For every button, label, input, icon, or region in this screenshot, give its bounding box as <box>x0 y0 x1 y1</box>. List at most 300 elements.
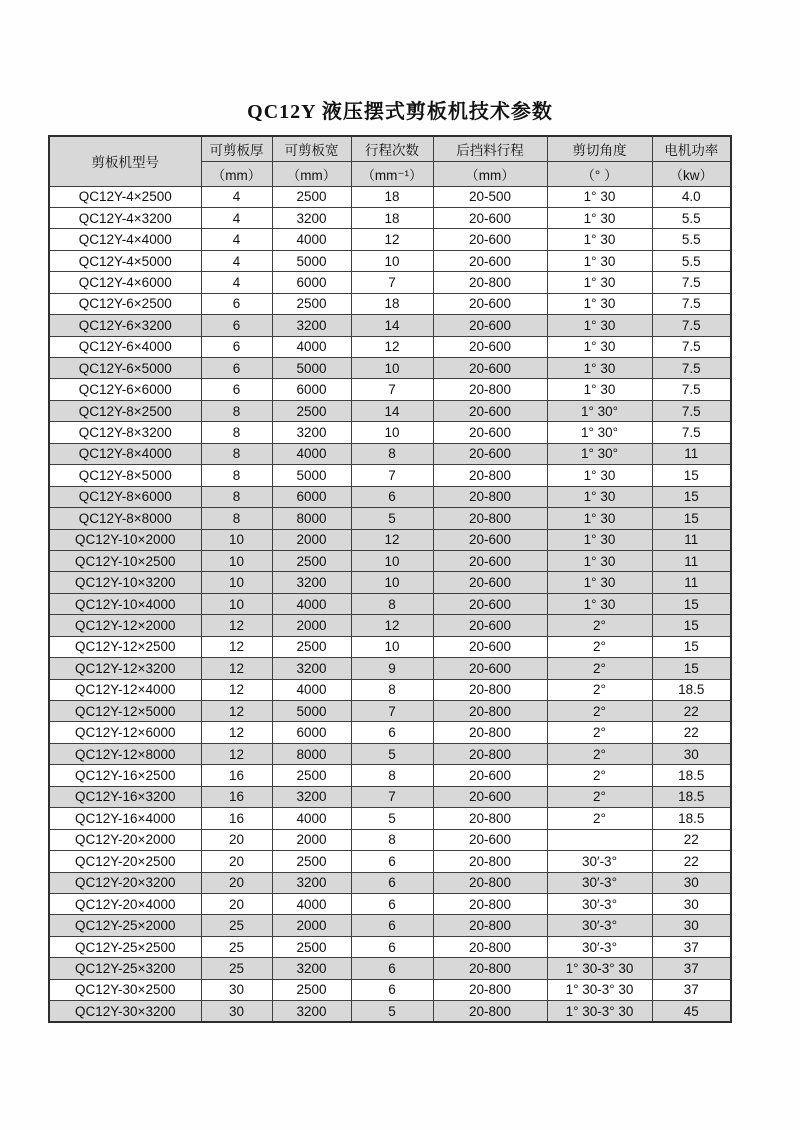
cell-model: QC12Y-10×3200 <box>49 572 201 593</box>
cell-width: 2500 <box>272 765 351 786</box>
cell-power: 7.5 <box>652 379 731 400</box>
cell-backgauge: 20-800 <box>433 272 547 293</box>
cell-backgauge: 20-800 <box>433 379 547 400</box>
cell-model: QC12Y-30×2500 <box>49 979 201 1000</box>
cell-strokes: 6 <box>351 979 433 1000</box>
cell-thickness: 25 <box>201 915 272 936</box>
table-row <box>49 443 731 464</box>
cell-strokes: 6 <box>351 722 433 743</box>
cell-strokes: 6 <box>351 872 433 893</box>
cell-width: 2000 <box>272 615 351 636</box>
cell-thickness: 6 <box>201 358 272 379</box>
cell-model: QC12Y-12×4000 <box>49 679 201 700</box>
cell-power: 7.5 <box>652 293 731 314</box>
cell-model: QC12Y-20×3200 <box>49 872 201 893</box>
cell-backgauge: 20-600 <box>433 658 547 679</box>
cell-backgauge: 20-800 <box>433 743 547 764</box>
header-model: 剪板机型号 <box>49 136 201 186</box>
cell-angle: 1° 30 <box>547 486 652 507</box>
cell-width: 3200 <box>272 872 351 893</box>
cell-width: 4000 <box>272 679 351 700</box>
cell-model: QC12Y-6×4000 <box>49 336 201 357</box>
cell-power: 18.5 <box>652 786 731 807</box>
cell-model: QC12Y-8×2500 <box>49 400 201 421</box>
cell-backgauge: 20-800 <box>433 508 547 529</box>
cell-strokes: 10 <box>351 636 433 657</box>
cell-thickness: 20 <box>201 872 272 893</box>
cell-angle: 1° 30 <box>547 358 652 379</box>
table-row <box>49 979 731 1000</box>
cell-thickness: 6 <box>201 293 272 314</box>
cell-backgauge: 20-800 <box>433 486 547 507</box>
cell-backgauge: 20-800 <box>433 936 547 957</box>
cell-power: 7.5 <box>652 400 731 421</box>
cell-strokes: 12 <box>351 229 433 250</box>
cell-width: 2000 <box>272 829 351 850</box>
cell-angle: 1° 30-3° 30 <box>547 1001 652 1022</box>
cell-model: QC12Y-10×2500 <box>49 550 201 571</box>
cell-backgauge: 20-600 <box>433 400 547 421</box>
cell-strokes: 5 <box>351 1001 433 1022</box>
cell-power: 22 <box>652 701 731 722</box>
cell-width: 5000 <box>272 358 351 379</box>
cell-power: 15 <box>652 486 731 507</box>
cell-angle: 30′-3° <box>547 872 652 893</box>
cell-angle: 2° <box>547 615 652 636</box>
cell-backgauge: 20-600 <box>433 207 547 228</box>
cell-backgauge: 20-800 <box>433 722 547 743</box>
cell-angle: 1° 30 <box>547 529 652 550</box>
cell-angle: 2° <box>547 636 652 657</box>
cell-thickness: 8 <box>201 465 272 486</box>
cell-power: 7.5 <box>652 336 731 357</box>
cell-width: 2000 <box>272 529 351 550</box>
cell-backgauge: 20-600 <box>433 615 547 636</box>
cell-model: QC12Y-12×2000 <box>49 615 201 636</box>
cell-power: 5.5 <box>652 250 731 271</box>
cell-angle: 1° 30° <box>547 400 652 421</box>
cell-strokes: 14 <box>351 315 433 336</box>
cell-width: 3200 <box>272 207 351 228</box>
cell-model: QC12Y-20×2500 <box>49 851 201 872</box>
cell-width: 5000 <box>272 701 351 722</box>
cell-model: QC12Y-25×3200 <box>49 958 201 979</box>
cell-model: QC12Y-6×5000 <box>49 358 201 379</box>
table-row <box>49 315 731 336</box>
cell-model: QC12Y-8×5000 <box>49 465 201 486</box>
cell-width: 3200 <box>272 658 351 679</box>
cell-thickness: 25 <box>201 958 272 979</box>
cell-strokes: 7 <box>351 786 433 807</box>
cell-strokes: 6 <box>351 851 433 872</box>
cell-backgauge: 20-600 <box>433 229 547 250</box>
cell-angle: 1° 30° <box>547 443 652 464</box>
cell-power: 37 <box>652 979 731 1000</box>
cell-backgauge: 20-800 <box>433 915 547 936</box>
cell-power: 37 <box>652 958 731 979</box>
header-strokes: 行程次数 <box>351 136 433 161</box>
cell-strokes: 8 <box>351 679 433 700</box>
header-thickness-unit: （mm） <box>201 161 272 186</box>
cell-thickness: 4 <box>201 229 272 250</box>
header-width: 可剪板宽 <box>272 136 351 161</box>
cell-strokes: 8 <box>351 593 433 614</box>
cell-thickness: 20 <box>201 851 272 872</box>
cell-model: QC12Y-6×2500 <box>49 293 201 314</box>
table-body <box>49 186 731 1022</box>
cell-strokes: 7 <box>351 379 433 400</box>
cell-power: 11 <box>652 572 731 593</box>
cell-model: QC12Y-16×4000 <box>49 808 201 829</box>
cell-backgauge: 20-800 <box>433 872 547 893</box>
header-backgauge: 后挡料行程 <box>433 136 547 161</box>
cell-angle: 30′-3° <box>547 893 652 914</box>
cell-width: 8000 <box>272 743 351 764</box>
cell-model: QC12Y-12×3200 <box>49 658 201 679</box>
cell-model: QC12Y-20×2000 <box>49 829 201 850</box>
table-row <box>49 508 731 529</box>
cell-power: 18.5 <box>652 679 731 700</box>
cell-power: 18.5 <box>652 765 731 786</box>
cell-width: 2500 <box>272 979 351 1000</box>
cell-strokes: 8 <box>351 765 433 786</box>
cell-angle: 1° 30 <box>547 379 652 400</box>
header-strokes-unit: （mm⁻¹） <box>351 161 433 186</box>
cell-model: QC12Y-4×2500 <box>49 186 201 207</box>
cell-angle: 1° 30 <box>547 593 652 614</box>
cell-strokes: 9 <box>351 658 433 679</box>
cell-power: 7.5 <box>652 315 731 336</box>
cell-power: 11 <box>652 443 731 464</box>
cell-angle: 2° <box>547 658 652 679</box>
cell-model: QC12Y-10×2000 <box>49 529 201 550</box>
cell-width: 4000 <box>272 893 351 914</box>
cell-backgauge: 20-500 <box>433 186 547 207</box>
spec-table <box>48 135 732 1023</box>
cell-backgauge: 20-600 <box>433 829 547 850</box>
cell-backgauge: 20-600 <box>433 422 547 443</box>
cell-thickness: 8 <box>201 486 272 507</box>
cell-thickness: 6 <box>201 379 272 400</box>
cell-thickness: 8 <box>201 422 272 443</box>
table-row <box>49 336 731 357</box>
cell-angle: 1° 30 <box>547 250 652 271</box>
table-row <box>49 808 731 829</box>
header-power: 电机功率 <box>652 136 731 161</box>
table-row <box>49 229 731 250</box>
cell-backgauge: 20-600 <box>433 636 547 657</box>
cell-width: 6000 <box>272 379 351 400</box>
table-row <box>49 529 731 550</box>
cell-width: 2500 <box>272 550 351 571</box>
header-thickness: 可剪板厚 <box>201 136 272 161</box>
cell-width: 3200 <box>272 1001 351 1022</box>
cell-width: 4000 <box>272 808 351 829</box>
cell-width: 4000 <box>272 443 351 464</box>
cell-backgauge: 20-800 <box>433 979 547 1000</box>
cell-power: 5.5 <box>652 207 731 228</box>
cell-angle: 2° <box>547 722 652 743</box>
cell-thickness: 12 <box>201 658 272 679</box>
cell-model: QC12Y-20×4000 <box>49 893 201 914</box>
cell-strokes: 5 <box>351 808 433 829</box>
cell-angle: 1° 30 <box>547 272 652 293</box>
cell-thickness: 16 <box>201 808 272 829</box>
cell-width: 3200 <box>272 422 351 443</box>
table-row <box>49 743 731 764</box>
cell-angle <box>547 829 652 850</box>
cell-strokes: 12 <box>351 529 433 550</box>
cell-model: QC12Y-10×4000 <box>49 593 201 614</box>
table-row <box>49 379 731 400</box>
table-row <box>49 422 731 443</box>
cell-backgauge: 20-600 <box>433 293 547 314</box>
cell-angle: 1° 30-3° 30 <box>547 958 652 979</box>
table-row <box>49 936 731 957</box>
table-row <box>49 786 731 807</box>
cell-backgauge: 20-600 <box>433 315 547 336</box>
cell-thickness: 6 <box>201 336 272 357</box>
table-row <box>49 207 731 228</box>
cell-backgauge: 20-600 <box>433 443 547 464</box>
cell-width: 6000 <box>272 272 351 293</box>
cell-backgauge: 20-600 <box>433 550 547 571</box>
cell-model: QC12Y-4×5000 <box>49 250 201 271</box>
cell-backgauge: 20-800 <box>433 893 547 914</box>
cell-angle: 1° 30 <box>547 465 652 486</box>
cell-model: QC12Y-8×6000 <box>49 486 201 507</box>
cell-model: QC12Y-8×8000 <box>49 508 201 529</box>
cell-thickness: 4 <box>201 186 272 207</box>
cell-strokes: 8 <box>351 829 433 850</box>
table-row <box>49 915 731 936</box>
cell-model: QC12Y-8×3200 <box>49 422 201 443</box>
cell-thickness: 30 <box>201 1001 272 1022</box>
table-row <box>49 701 731 722</box>
cell-thickness: 8 <box>201 508 272 529</box>
cell-width: 2500 <box>272 936 351 957</box>
cell-width: 3200 <box>272 315 351 336</box>
cell-model: QC12Y-12×8000 <box>49 743 201 764</box>
cell-width: 4000 <box>272 229 351 250</box>
cell-model: QC12Y-25×2000 <box>49 915 201 936</box>
cell-model: QC12Y-16×2500 <box>49 765 201 786</box>
cell-strokes: 8 <box>351 443 433 464</box>
cell-thickness: 4 <box>201 207 272 228</box>
table-row <box>49 679 731 700</box>
cell-power: 7.5 <box>652 422 731 443</box>
table-row <box>49 465 731 486</box>
cell-angle: 30′-3° <box>547 851 652 872</box>
cell-width: 5000 <box>272 465 351 486</box>
cell-strokes: 12 <box>351 615 433 636</box>
cell-width: 5000 <box>272 250 351 271</box>
cell-strokes: 18 <box>351 186 433 207</box>
cell-power: 15 <box>652 615 731 636</box>
cell-power: 22 <box>652 851 731 872</box>
cell-width: 4000 <box>272 336 351 357</box>
cell-power: 7.5 <box>652 272 731 293</box>
cell-power: 30 <box>652 872 731 893</box>
table-row <box>49 765 731 786</box>
cell-strokes: 6 <box>351 486 433 507</box>
cell-model: QC12Y-4×4000 <box>49 229 201 250</box>
cell-angle: 1° 30° <box>547 422 652 443</box>
cell-power: 5.5 <box>652 229 731 250</box>
cell-width: 3200 <box>272 572 351 593</box>
cell-angle: 2° <box>547 743 652 764</box>
cell-strokes: 6 <box>351 893 433 914</box>
cell-angle: 1° 30 <box>547 186 652 207</box>
cell-backgauge: 20-800 <box>433 958 547 979</box>
cell-angle: 1° 30 <box>547 336 652 357</box>
cell-power: 22 <box>652 722 731 743</box>
cell-power: 30 <box>652 893 731 914</box>
cell-backgauge: 20-600 <box>433 250 547 271</box>
cell-width: 2500 <box>272 293 351 314</box>
cell-width: 3200 <box>272 958 351 979</box>
cell-width: 6000 <box>272 722 351 743</box>
cell-backgauge: 20-800 <box>433 465 547 486</box>
cell-width: 2500 <box>272 186 351 207</box>
cell-thickness: 12 <box>201 636 272 657</box>
cell-thickness: 10 <box>201 572 272 593</box>
cell-thickness: 12 <box>201 701 272 722</box>
cell-strokes: 10 <box>351 250 433 271</box>
cell-power: 30 <box>652 915 731 936</box>
cell-angle: 1° 30 <box>547 207 652 228</box>
cell-model: QC12Y-12×2500 <box>49 636 201 657</box>
cell-width: 2000 <box>272 915 351 936</box>
cell-thickness: 10 <box>201 550 272 571</box>
cell-angle: 2° <box>547 701 652 722</box>
cell-angle: 1° 30 <box>547 229 652 250</box>
cell-width: 8000 <box>272 508 351 529</box>
table-row <box>49 358 731 379</box>
cell-angle: 1° 30 <box>547 315 652 336</box>
cell-model: QC12Y-25×2500 <box>49 936 201 957</box>
cell-power: 15 <box>652 593 731 614</box>
cell-power: 30 <box>652 743 731 764</box>
table-row <box>49 550 731 571</box>
cell-backgauge: 20-800 <box>433 808 547 829</box>
header-angle-unit: （° ） <box>547 161 652 186</box>
header-backgauge-unit: （mm） <box>433 161 547 186</box>
cell-backgauge: 20-800 <box>433 701 547 722</box>
cell-power: 7.5 <box>652 358 731 379</box>
table-row <box>49 722 731 743</box>
cell-width: 2500 <box>272 400 351 421</box>
cell-backgauge: 20-600 <box>433 336 547 357</box>
table-row <box>49 615 731 636</box>
cell-thickness: 8 <box>201 400 272 421</box>
table-row <box>49 186 731 207</box>
cell-thickness: 4 <box>201 272 272 293</box>
cell-strokes: 10 <box>351 358 433 379</box>
cell-thickness: 10 <box>201 593 272 614</box>
cell-strokes: 7 <box>351 272 433 293</box>
cell-thickness: 16 <box>201 786 272 807</box>
cell-strokes: 6 <box>351 936 433 957</box>
cell-width: 2500 <box>272 636 351 657</box>
cell-backgauge: 20-800 <box>433 1001 547 1022</box>
cell-backgauge: 20-600 <box>433 572 547 593</box>
cell-angle: 1° 30 <box>547 550 652 571</box>
cell-strokes: 5 <box>351 743 433 764</box>
cell-width: 6000 <box>272 486 351 507</box>
cell-model: QC12Y-30×3200 <box>49 1001 201 1022</box>
cell-angle: 2° <box>547 765 652 786</box>
table-row <box>49 958 731 979</box>
cell-thickness: 25 <box>201 936 272 957</box>
table-header <box>49 136 731 186</box>
cell-width: 2500 <box>272 851 351 872</box>
table-row <box>49 572 731 593</box>
cell-thickness: 30 <box>201 979 272 1000</box>
table-row <box>49 250 731 271</box>
cell-model: QC12Y-8×4000 <box>49 443 201 464</box>
cell-model: QC12Y-4×3200 <box>49 207 201 228</box>
cell-power: 15 <box>652 636 731 657</box>
cell-model: QC12Y-6×3200 <box>49 315 201 336</box>
cell-angle: 1° 30 <box>547 508 652 529</box>
table-row <box>49 829 731 850</box>
header-angle: 剪切角度 <box>547 136 652 161</box>
cell-power: 22 <box>652 829 731 850</box>
cell-backgauge: 20-600 <box>433 765 547 786</box>
cell-thickness: 12 <box>201 679 272 700</box>
cell-strokes: 18 <box>351 207 433 228</box>
cell-strokes: 10 <box>351 572 433 593</box>
table-row <box>49 486 731 507</box>
cell-backgauge: 20-800 <box>433 679 547 700</box>
table-row <box>49 1001 731 1022</box>
cell-strokes: 6 <box>351 915 433 936</box>
cell-power: 15 <box>652 465 731 486</box>
cell-thickness: 10 <box>201 529 272 550</box>
cell-thickness: 20 <box>201 829 272 850</box>
cell-model: QC12Y-6×6000 <box>49 379 201 400</box>
cell-power: 11 <box>652 529 731 550</box>
cell-angle: 30′-3° <box>547 936 652 957</box>
cell-strokes: 10 <box>351 422 433 443</box>
cell-power: 15 <box>652 658 731 679</box>
cell-thickness: 12 <box>201 722 272 743</box>
table-row <box>49 293 731 314</box>
cell-angle: 1° 30-3° 30 <box>547 979 652 1000</box>
cell-thickness: 12 <box>201 743 272 764</box>
cell-thickness: 4 <box>201 250 272 271</box>
cell-power: 11 <box>652 550 731 571</box>
cell-model: QC12Y-12×6000 <box>49 722 201 743</box>
cell-angle: 2° <box>547 808 652 829</box>
cell-thickness: 16 <box>201 765 272 786</box>
cell-strokes: 18 <box>351 293 433 314</box>
cell-model: QC12Y-12×5000 <box>49 701 201 722</box>
cell-power: 45 <box>652 1001 731 1022</box>
cell-power: 37 <box>652 936 731 957</box>
header-power-unit: （kw） <box>652 161 731 186</box>
table-row <box>49 593 731 614</box>
cell-thickness: 12 <box>201 615 272 636</box>
cell-width: 4000 <box>272 593 351 614</box>
cell-strokes: 10 <box>351 550 433 571</box>
cell-backgauge: 20-600 <box>433 358 547 379</box>
cell-thickness: 8 <box>201 443 272 464</box>
table-row <box>49 658 731 679</box>
cell-angle: 30′-3° <box>547 915 652 936</box>
cell-angle: 2° <box>547 786 652 807</box>
